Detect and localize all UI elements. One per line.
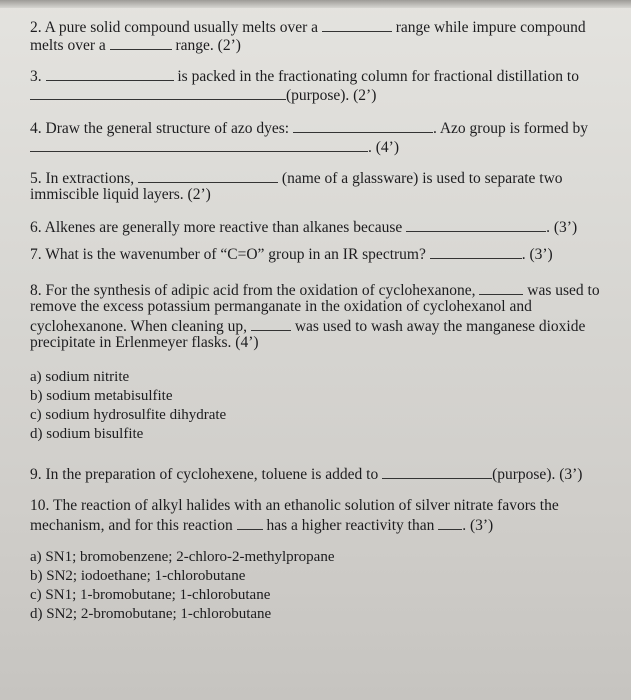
- q4-points: . (4’): [368, 139, 399, 156]
- q2-blank-1[interactable]: [322, 17, 392, 32]
- q2-line-2: [30, 35, 241, 55]
- q8-text-a: 8. For the synthesis of adipic acid from the oxidation of cyclohexanone,: [30, 282, 476, 299]
- q6-blank[interactable]: [406, 217, 546, 232]
- q8-option-a: a) sodium nitrite: [30, 369, 130, 385]
- q8-line-4: [30, 334, 259, 352]
- q5-text-a: 5. In extractions,: [30, 170, 135, 187]
- q3-blank-1[interactable]: [46, 66, 174, 81]
- q8-text-c: remove the excess potassium permanganate in the oxidation of cyclohexanol and: [30, 298, 532, 315]
- q5-blank[interactable]: [138, 168, 278, 183]
- q10-option-c: c) SN1; 1-bromobutane; 1-chlorobutane: [30, 587, 271, 603]
- q8-line-2: [30, 298, 532, 316]
- q2-text-a: 2. A pure solid compound usually melts over a: [30, 19, 319, 36]
- q3-text: is packed in the fractionating column for fractional distillation to: [177, 68, 579, 85]
- q2-line-1: [30, 17, 586, 37]
- q9-points: (purpose). (3’): [492, 466, 583, 483]
- q4-line-2: [30, 137, 399, 157]
- q4-text-b: . Azo group is formed by: [432, 120, 588, 137]
- q5-text-b: (name of a glassware) is used to separate two: [281, 170, 563, 187]
- q3-line-1: [30, 66, 579, 86]
- q6-points: . (3’): [546, 219, 578, 236]
- q5-line-2: [30, 186, 211, 204]
- q8-options: [30, 368, 226, 444]
- q2-text-b: range while impure compound: [395, 19, 586, 36]
- q10-options: [30, 548, 334, 624]
- q8-option-c: c) sodium hydrosulfite dihydrate: [30, 407, 227, 423]
- q3-purpose: (purpose). (2’): [286, 87, 377, 104]
- q10-line-1: [30, 497, 559, 515]
- q3-number: 3.: [30, 68, 42, 85]
- q5-text-c: immiscible liquid layers. (2’): [30, 186, 211, 203]
- q8-text-e: was used to wash away the manganese dioxide: [294, 318, 586, 335]
- q3-blank-2[interactable]: [30, 85, 286, 100]
- q10-option-a: a) SN1; bromobenzene; 2-chloro-2-methylpropane: [30, 549, 335, 565]
- q4-text-a: 4. Draw the general structure of azo dyes:: [30, 120, 290, 137]
- q3-line-2: [30, 85, 376, 105]
- q6-line: [30, 217, 577, 237]
- q8-blank-1[interactable]: [479, 280, 523, 295]
- page-top-edge: [0, 0, 631, 8]
- q2-text-d: range. (2’): [175, 37, 241, 54]
- q8-line-1: [30, 280, 600, 300]
- q10-text-a: 10. The reaction of alkyl halides with an ethanolic solution of silver nitrate favors the: [30, 497, 559, 514]
- q9-line: [30, 464, 582, 484]
- q4-blank-2[interactable]: [30, 137, 368, 152]
- q7-blank[interactable]: [430, 244, 522, 259]
- q5-line-1: [30, 168, 563, 188]
- q9-text: 9. In the preparation of cyclohexene, toluene is added to: [30, 466, 379, 483]
- q8-text-b: was used to: [527, 282, 600, 299]
- q8-text-f: precipitate in Erlenmeyer flasks. (4’): [30, 334, 259, 351]
- q8-text-d: cyclohexanone. When cleaning up,: [30, 318, 248, 335]
- q4-line-1: [30, 118, 588, 138]
- q8-option-b: b) sodium metabisulfite: [30, 388, 173, 404]
- q7-text: 7. What is the wavenumber of “C=O” group in an IR spectrum?: [30, 246, 426, 263]
- q2-text-c: melts over a: [30, 37, 106, 54]
- q10-option-b: b) SN2; iodoethane; 1-chlorobutane: [30, 568, 246, 584]
- q6-text: 6. Alkenes are generally more reactive than alkanes because: [30, 219, 403, 236]
- q10-points: . (3’): [462, 517, 494, 534]
- q2-blank-2[interactable]: [110, 35, 172, 50]
- q7-line: [30, 244, 553, 264]
- q8-blank-2[interactable]: [251, 316, 291, 331]
- q10-blank-1[interactable]: [237, 515, 263, 530]
- q10-text-c: has a higher reactivity than: [266, 517, 435, 534]
- q4-blank-1[interactable]: [293, 118, 433, 133]
- q9-blank[interactable]: [382, 464, 492, 479]
- q8-option-d: d) sodium bisulfite: [30, 426, 144, 442]
- q8-line-3: [30, 316, 585, 336]
- q10-blank-2[interactable]: [438, 515, 462, 530]
- q10-text-b: mechanism, and for this reaction: [30, 517, 233, 534]
- q7-points: . (3’): [521, 246, 553, 263]
- q10-option-d: d) SN2; 2-bromobutane; 1-chlorobutane: [30, 606, 272, 622]
- q10-line-2: [30, 515, 493, 535]
